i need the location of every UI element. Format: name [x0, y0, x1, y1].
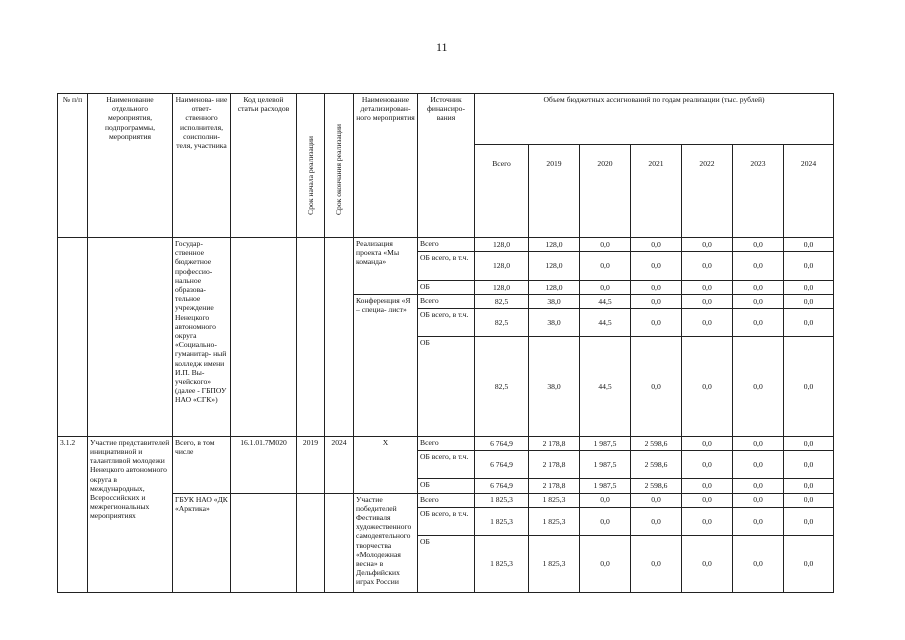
- value-cell: 0,0: [733, 280, 784, 294]
- block1-num-cell: [58, 238, 88, 437]
- code-cell: [231, 493, 297, 593]
- value-cell: 0,0: [733, 294, 784, 308]
- value-cell: 0,0: [631, 536, 682, 593]
- table-row: [58, 238, 834, 252]
- value-cell: 0,0: [733, 493, 784, 507]
- source-cell: ОБ всего, в т.ч.: [418, 252, 475, 280]
- project2-name: Конференция «Я – специа- лист»: [354, 294, 418, 436]
- value-cell: 1 987,5: [580, 450, 631, 478]
- value-cell: 44,5: [580, 337, 631, 436]
- source-cell: Всего: [418, 294, 475, 308]
- value-cell: 0,0: [682, 294, 733, 308]
- value-cell: 1 987,5: [580, 479, 631, 493]
- detail-x: Х: [354, 436, 418, 493]
- source-cell: Всего: [418, 436, 475, 450]
- end-cell: [325, 493, 354, 593]
- source-cell: ОБ: [418, 337, 475, 436]
- value-cell: 128,0: [475, 238, 529, 252]
- value-cell: 0,0: [784, 337, 834, 436]
- value-cell: 0,0: [733, 308, 784, 336]
- value-cell: 0,0: [580, 238, 631, 252]
- source-cell: ОБ всего, в т.ч.: [418, 450, 475, 478]
- block1-event-cell: [88, 238, 173, 437]
- block1-start-cell: [297, 238, 325, 437]
- value-cell: 0,0: [580, 507, 631, 535]
- value-cell: 38,0: [529, 337, 580, 436]
- source-cell: Всего: [418, 238, 475, 252]
- value-cell: 2 598,6: [631, 436, 682, 450]
- value-cell: 128,0: [529, 280, 580, 294]
- source-cell: Всего: [418, 493, 475, 507]
- value-cell: 0,0: [682, 536, 733, 593]
- col-budget-header: Объем бюджетных ассигнований по годам реализации (тыс. рублей): [475, 94, 834, 145]
- value-cell: 0,0: [682, 507, 733, 535]
- value-cell: 128,0: [475, 252, 529, 280]
- year-header-2024: 2024: [784, 144, 834, 237]
- value-cell: 0,0: [580, 280, 631, 294]
- event-name: Участие представителей инициативной и талантливой молодежи Ненецкого автономного округа в международных, Всероссийских и межрегиональных мероприятиях: [88, 436, 173, 592]
- value-cell: 0,0: [631, 238, 682, 252]
- value-cell: 0,0: [682, 280, 733, 294]
- value-cell: 0,0: [784, 436, 834, 450]
- budget-table: [57, 93, 834, 593]
- value-cell: 2 178,8: [529, 450, 580, 478]
- year-header-2022: 2022: [682, 144, 733, 237]
- col-event-header: Наименование отдельного мероприятия, подпрограммы, мероприятия: [88, 94, 173, 238]
- value-cell: 82,5: [475, 308, 529, 336]
- year-header-2019: 2019: [529, 144, 580, 237]
- value-cell: 6 764,9: [475, 479, 529, 493]
- value-cell: 38,0: [529, 294, 580, 308]
- value-cell: 0,0: [784, 536, 834, 593]
- value-cell: 0,0: [682, 436, 733, 450]
- year-header-total: Всего: [475, 144, 529, 237]
- header-row: [58, 94, 834, 145]
- project1-name: Реализация проекта «Мы команда»: [354, 238, 418, 295]
- value-cell: 44,5: [580, 294, 631, 308]
- col-end-header: Срок окончания реализации: [325, 94, 354, 238]
- value-cell: 44,5: [580, 308, 631, 336]
- value-cell: 1 987,5: [580, 436, 631, 450]
- value-cell: 0,0: [733, 450, 784, 478]
- value-cell: 0,0: [631, 493, 682, 507]
- source-cell: ОБ всего, в т.ч.: [418, 308, 475, 336]
- value-cell: 1 825,3: [475, 536, 529, 593]
- value-cell: 0,0: [682, 450, 733, 478]
- value-cell: 0,0: [631, 507, 682, 535]
- value-cell: 82,5: [475, 294, 529, 308]
- value-cell: 128,0: [529, 238, 580, 252]
- value-cell: 1 825,3: [529, 493, 580, 507]
- col-start-header: Срок начала реализации: [297, 94, 325, 238]
- value-cell: 0,0: [784, 238, 834, 252]
- col-num-header: № п/п: [58, 94, 88, 238]
- value-cell: 0,0: [784, 450, 834, 478]
- block1-end-cell: [325, 238, 354, 437]
- value-cell: 0,0: [580, 493, 631, 507]
- col-code-header: Код целевой статьи расходов: [231, 94, 297, 238]
- value-cell: 128,0: [475, 280, 529, 294]
- value-cell: 0,0: [733, 536, 784, 593]
- value-cell: 0,0: [580, 252, 631, 280]
- year-header-2021: 2021: [631, 144, 682, 237]
- source-cell: ОБ всего, в т.ч.: [418, 507, 475, 535]
- block1-executor: Государ- ственное бюджетное профессио- нальное образова- тельное учреждение Ненецкого автономного округа «Социально- гуманитар- ный колледж имени И.П. Вы- учейского» (далее - ГБПОУ НАО «СГК»): [173, 238, 231, 437]
- value-cell: 0,0: [733, 252, 784, 280]
- col-detail-header: Наименование детализирован- ного мероприятия: [354, 94, 418, 238]
- executor-arktika: ГБУК НАО «ДК «Арктика»: [173, 493, 231, 593]
- source-cell: ОБ: [418, 536, 475, 593]
- value-cell: 0,0: [682, 308, 733, 336]
- value-cell: 0,0: [631, 308, 682, 336]
- value-cell: 1 825,3: [475, 493, 529, 507]
- value-cell: 0,0: [631, 280, 682, 294]
- value-cell: 128,0: [529, 252, 580, 280]
- value-cell: 6 764,9: [475, 436, 529, 450]
- value-cell: 0,0: [784, 493, 834, 507]
- block1-code-cell: [231, 238, 297, 437]
- value-cell: 2 178,8: [529, 436, 580, 450]
- value-cell: 0,0: [784, 507, 834, 535]
- value-cell: 2 598,6: [631, 450, 682, 478]
- col-executor-header: Наименова- ние ответ- ственного исполнителя, соисполни- теля, участника: [173, 94, 231, 238]
- value-cell: 0,0: [682, 238, 733, 252]
- table-row: [58, 493, 834, 507]
- value-cell: 6 764,9: [475, 450, 529, 478]
- value-cell: 0,0: [682, 479, 733, 493]
- event-number: 3.1.2: [58, 436, 88, 592]
- value-cell: 2 598,6: [631, 479, 682, 493]
- col-source-header: Источник финансиро- вания: [418, 94, 475, 238]
- value-cell: 38,0: [529, 308, 580, 336]
- value-cell: 0,0: [682, 493, 733, 507]
- source-cell: ОБ: [418, 479, 475, 493]
- start-year: 2019: [297, 436, 325, 493]
- end-year: 2024: [325, 436, 354, 493]
- detail-delphic-games: Участие победителей Фестиваля художественного самодеятельного творчества «Молодежная весна» в Дельфийских играх России: [354, 493, 418, 593]
- value-cell: 0,0: [631, 337, 682, 436]
- value-cell: 1 825,3: [529, 507, 580, 535]
- value-cell: 0,0: [580, 536, 631, 593]
- value-cell: 0,0: [733, 507, 784, 535]
- year-header-2020: 2020: [580, 144, 631, 237]
- value-cell: 82,5: [475, 337, 529, 436]
- value-cell: 0,0: [784, 280, 834, 294]
- target-code: 16.1.01.7М020: [231, 436, 297, 493]
- executor-total: Всего, в том числе: [173, 436, 231, 493]
- value-cell: 0,0: [733, 479, 784, 493]
- value-cell: 0,0: [733, 436, 784, 450]
- value-cell: 0,0: [784, 294, 834, 308]
- value-cell: 0,0: [682, 337, 733, 436]
- page-number: 11: [436, 40, 448, 54]
- value-cell: 0,0: [784, 308, 834, 336]
- value-cell: 0,0: [631, 252, 682, 280]
- value-cell: 0,0: [682, 252, 733, 280]
- value-cell: 0,0: [733, 238, 784, 252]
- value-cell: 0,0: [631, 294, 682, 308]
- value-cell: 1 825,3: [475, 507, 529, 535]
- value-cell: 1 825,3: [529, 536, 580, 593]
- source-cell: ОБ: [418, 280, 475, 294]
- value-cell: 0,0: [784, 252, 834, 280]
- table-row: [58, 436, 834, 450]
- value-cell: 0,0: [784, 479, 834, 493]
- start-cell: [297, 493, 325, 593]
- value-cell: 0,0: [733, 337, 784, 436]
- value-cell: 2 178,8: [529, 479, 580, 493]
- year-header-2023: 2023: [733, 144, 784, 237]
